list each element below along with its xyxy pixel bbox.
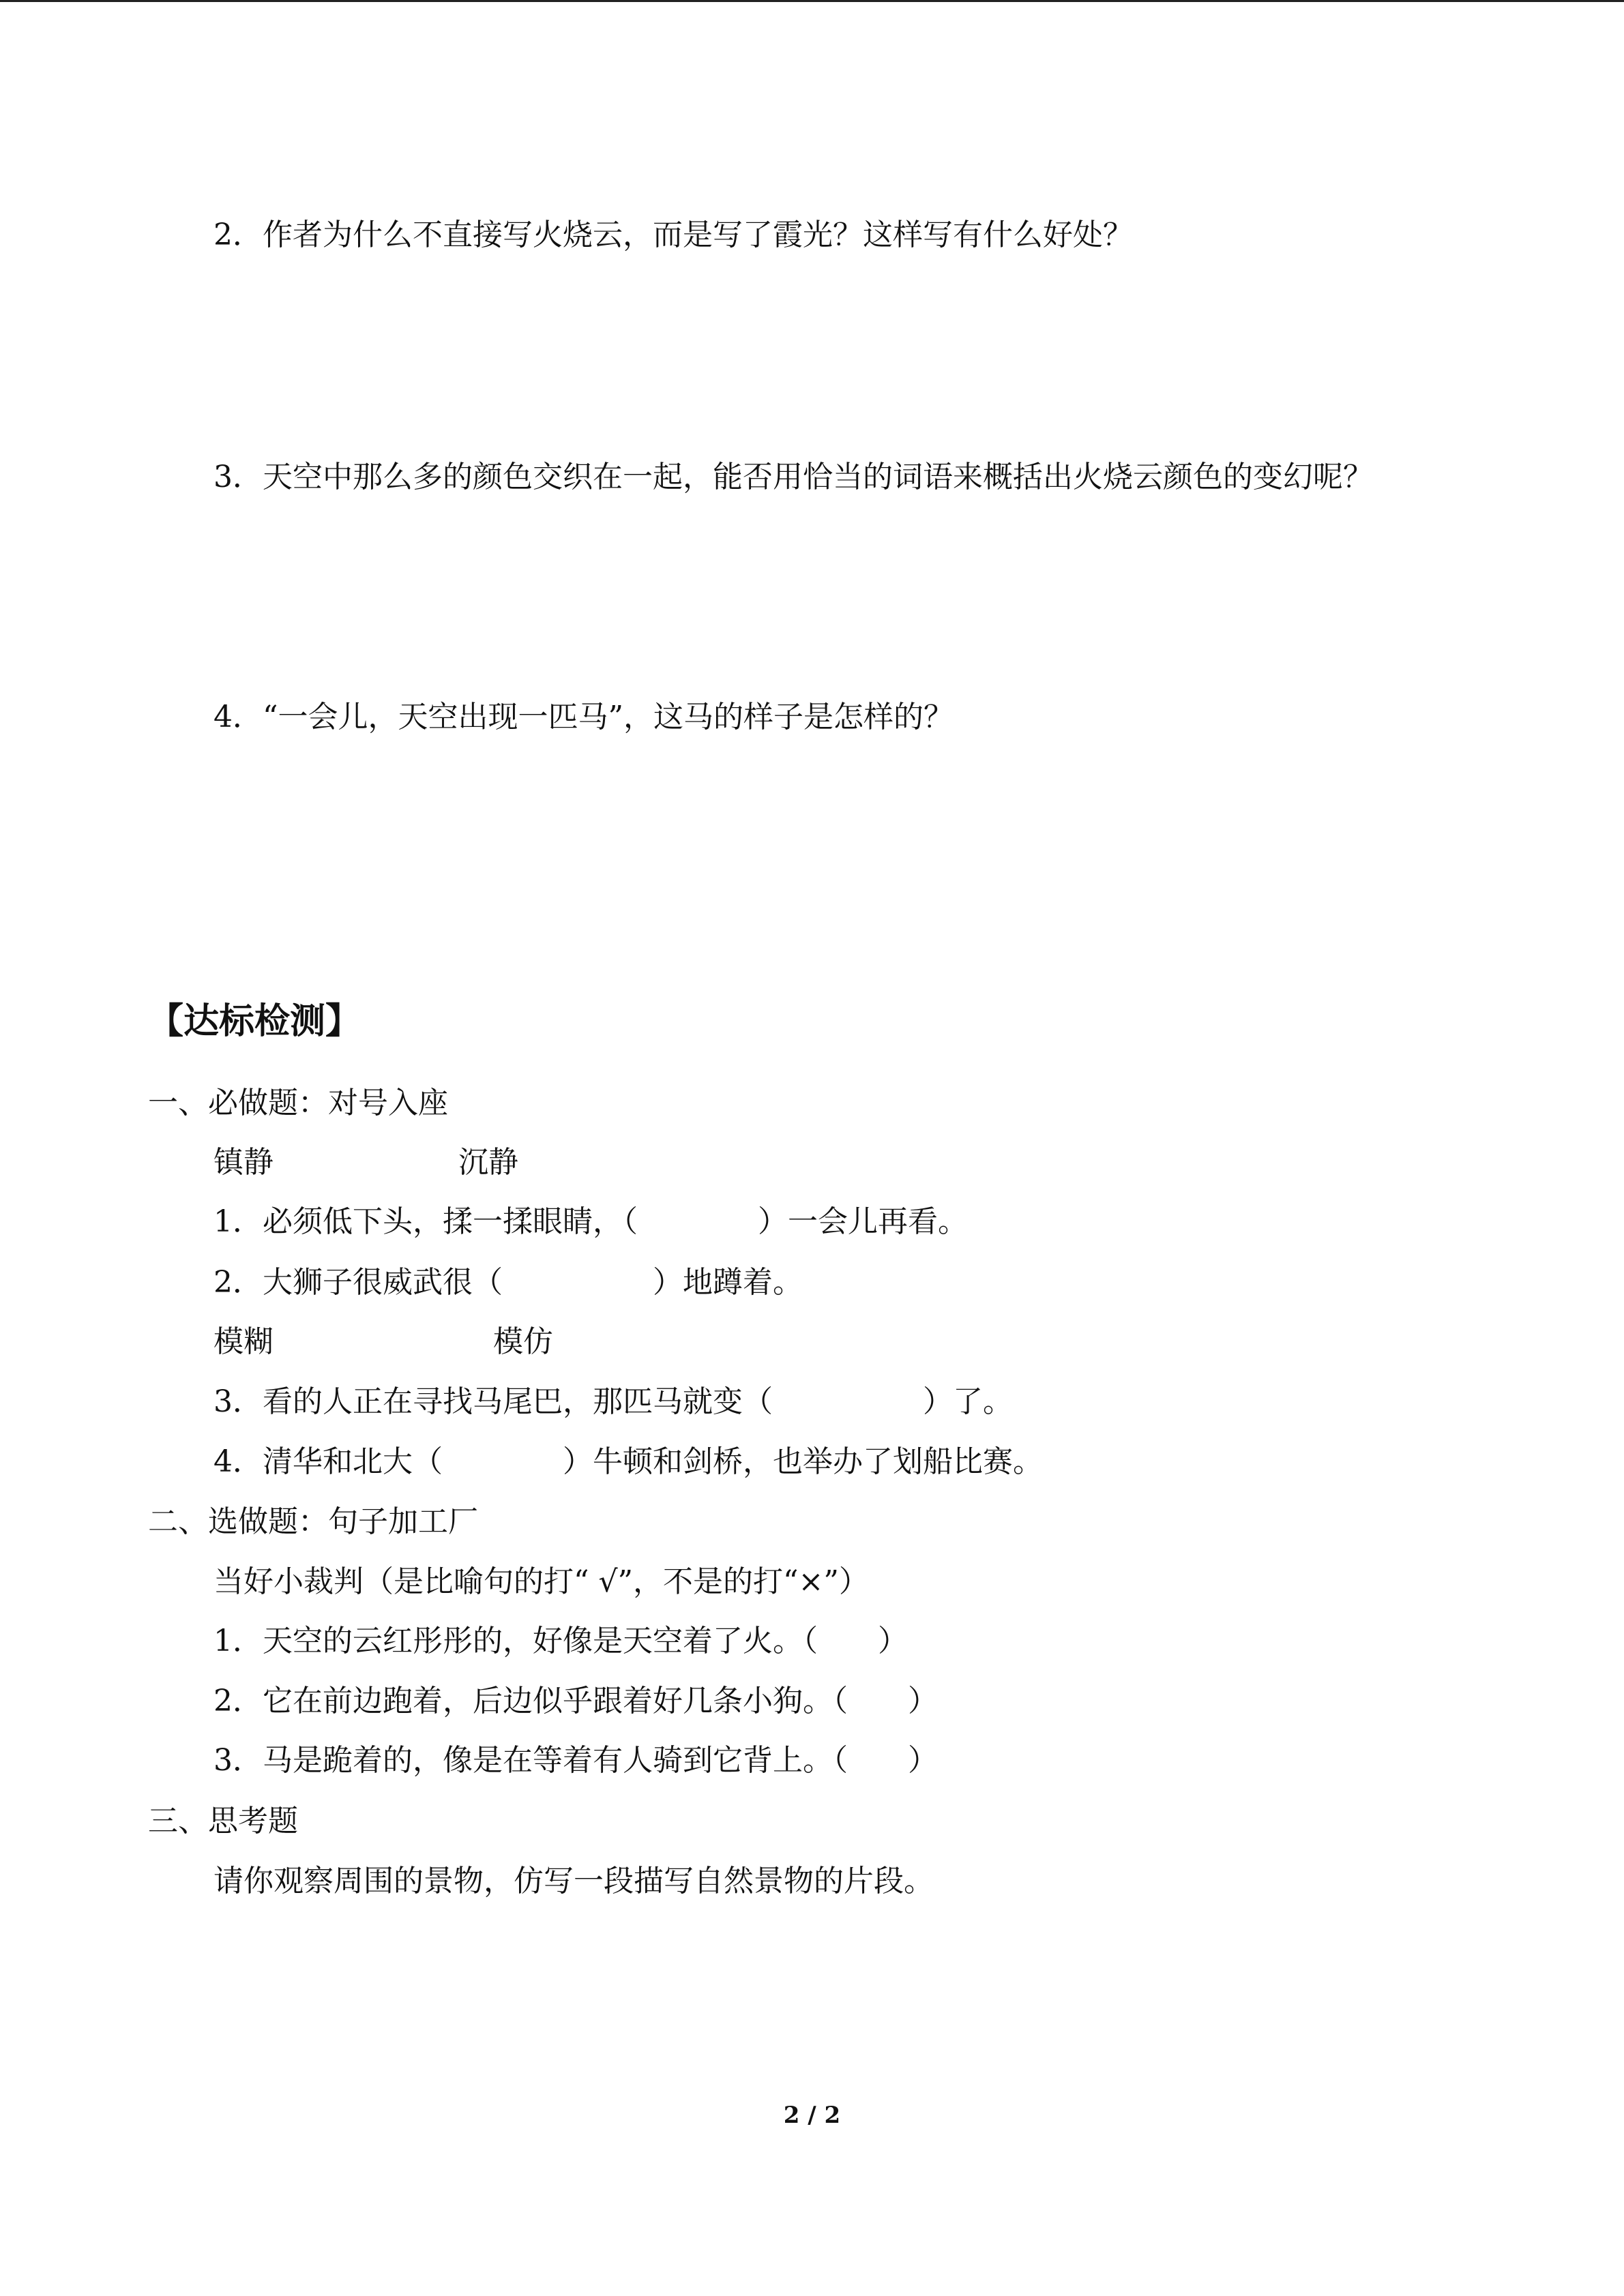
part1-title: 一、必做题：对号入座: [148, 1086, 448, 1120]
top-border-line: [0, 0, 1624, 2]
part2-title: 二、选做题：句子加工厂: [148, 1504, 478, 1539]
fill-blank-item-3: 3．看的人正在寻找马尾巴，那匹马就变（ ）了。: [213, 1384, 1013, 1419]
reading-question-4: 4．“一会儿，天空出现一匹马”，这马的样子是怎样的？: [213, 700, 954, 734]
page-number: 2 / 2: [783, 2102, 841, 2129]
judge-item-1: 1．天空的云红彤彤的，好像是天空着了火。（ ）: [213, 1624, 908, 1658]
section-heading: 【达标检测】: [148, 1000, 361, 1042]
word-option-mohu: 模糊: [213, 1324, 274, 1359]
part3-prompt: 请你观察周围的景物，仿写一段描写自然景物的片段。: [213, 1864, 934, 1898]
judge-item-3: 3．马是跪着的，像是在等着有人骑到它背上。（ ）: [213, 1743, 938, 1778]
fill-blank-item-1: 1．必须低下头，揉一揉眼睛，（ ）一会儿再看。: [213, 1204, 968, 1239]
word-option-chenjing: 沉静: [458, 1145, 518, 1180]
part3-title: 三、思考题: [148, 1804, 298, 1838]
fill-blank-item-4: 4．清华和北大（ ）牛顿和剑桥，也举办了划船比赛。: [213, 1444, 1043, 1479]
fill-blank-item-2: 2．大狮子很威武很（ ）地蹲着。: [213, 1265, 803, 1300]
part2-instruction: 当好小裁判（是比喻句的打“ √”，不是的打“×”）: [213, 1564, 869, 1599]
word-option-zhenjing: 镇静: [213, 1145, 274, 1180]
judge-item-2: 2．它在前边跑着，后边似乎跟着好几条小狗。（ ）: [213, 1684, 938, 1718]
word-option-mofang: 模仿: [493, 1324, 553, 1359]
reading-question-3: 3．天空中那么多的颜色交织在一起，能否用恰当的词语来概括出火烧云颜色的变幻呢？: [213, 460, 1373, 494]
reading-question-2: 2．作者为什么不直接写火烧云，而是写了霞光？这样写有什么好处？: [213, 218, 1133, 252]
